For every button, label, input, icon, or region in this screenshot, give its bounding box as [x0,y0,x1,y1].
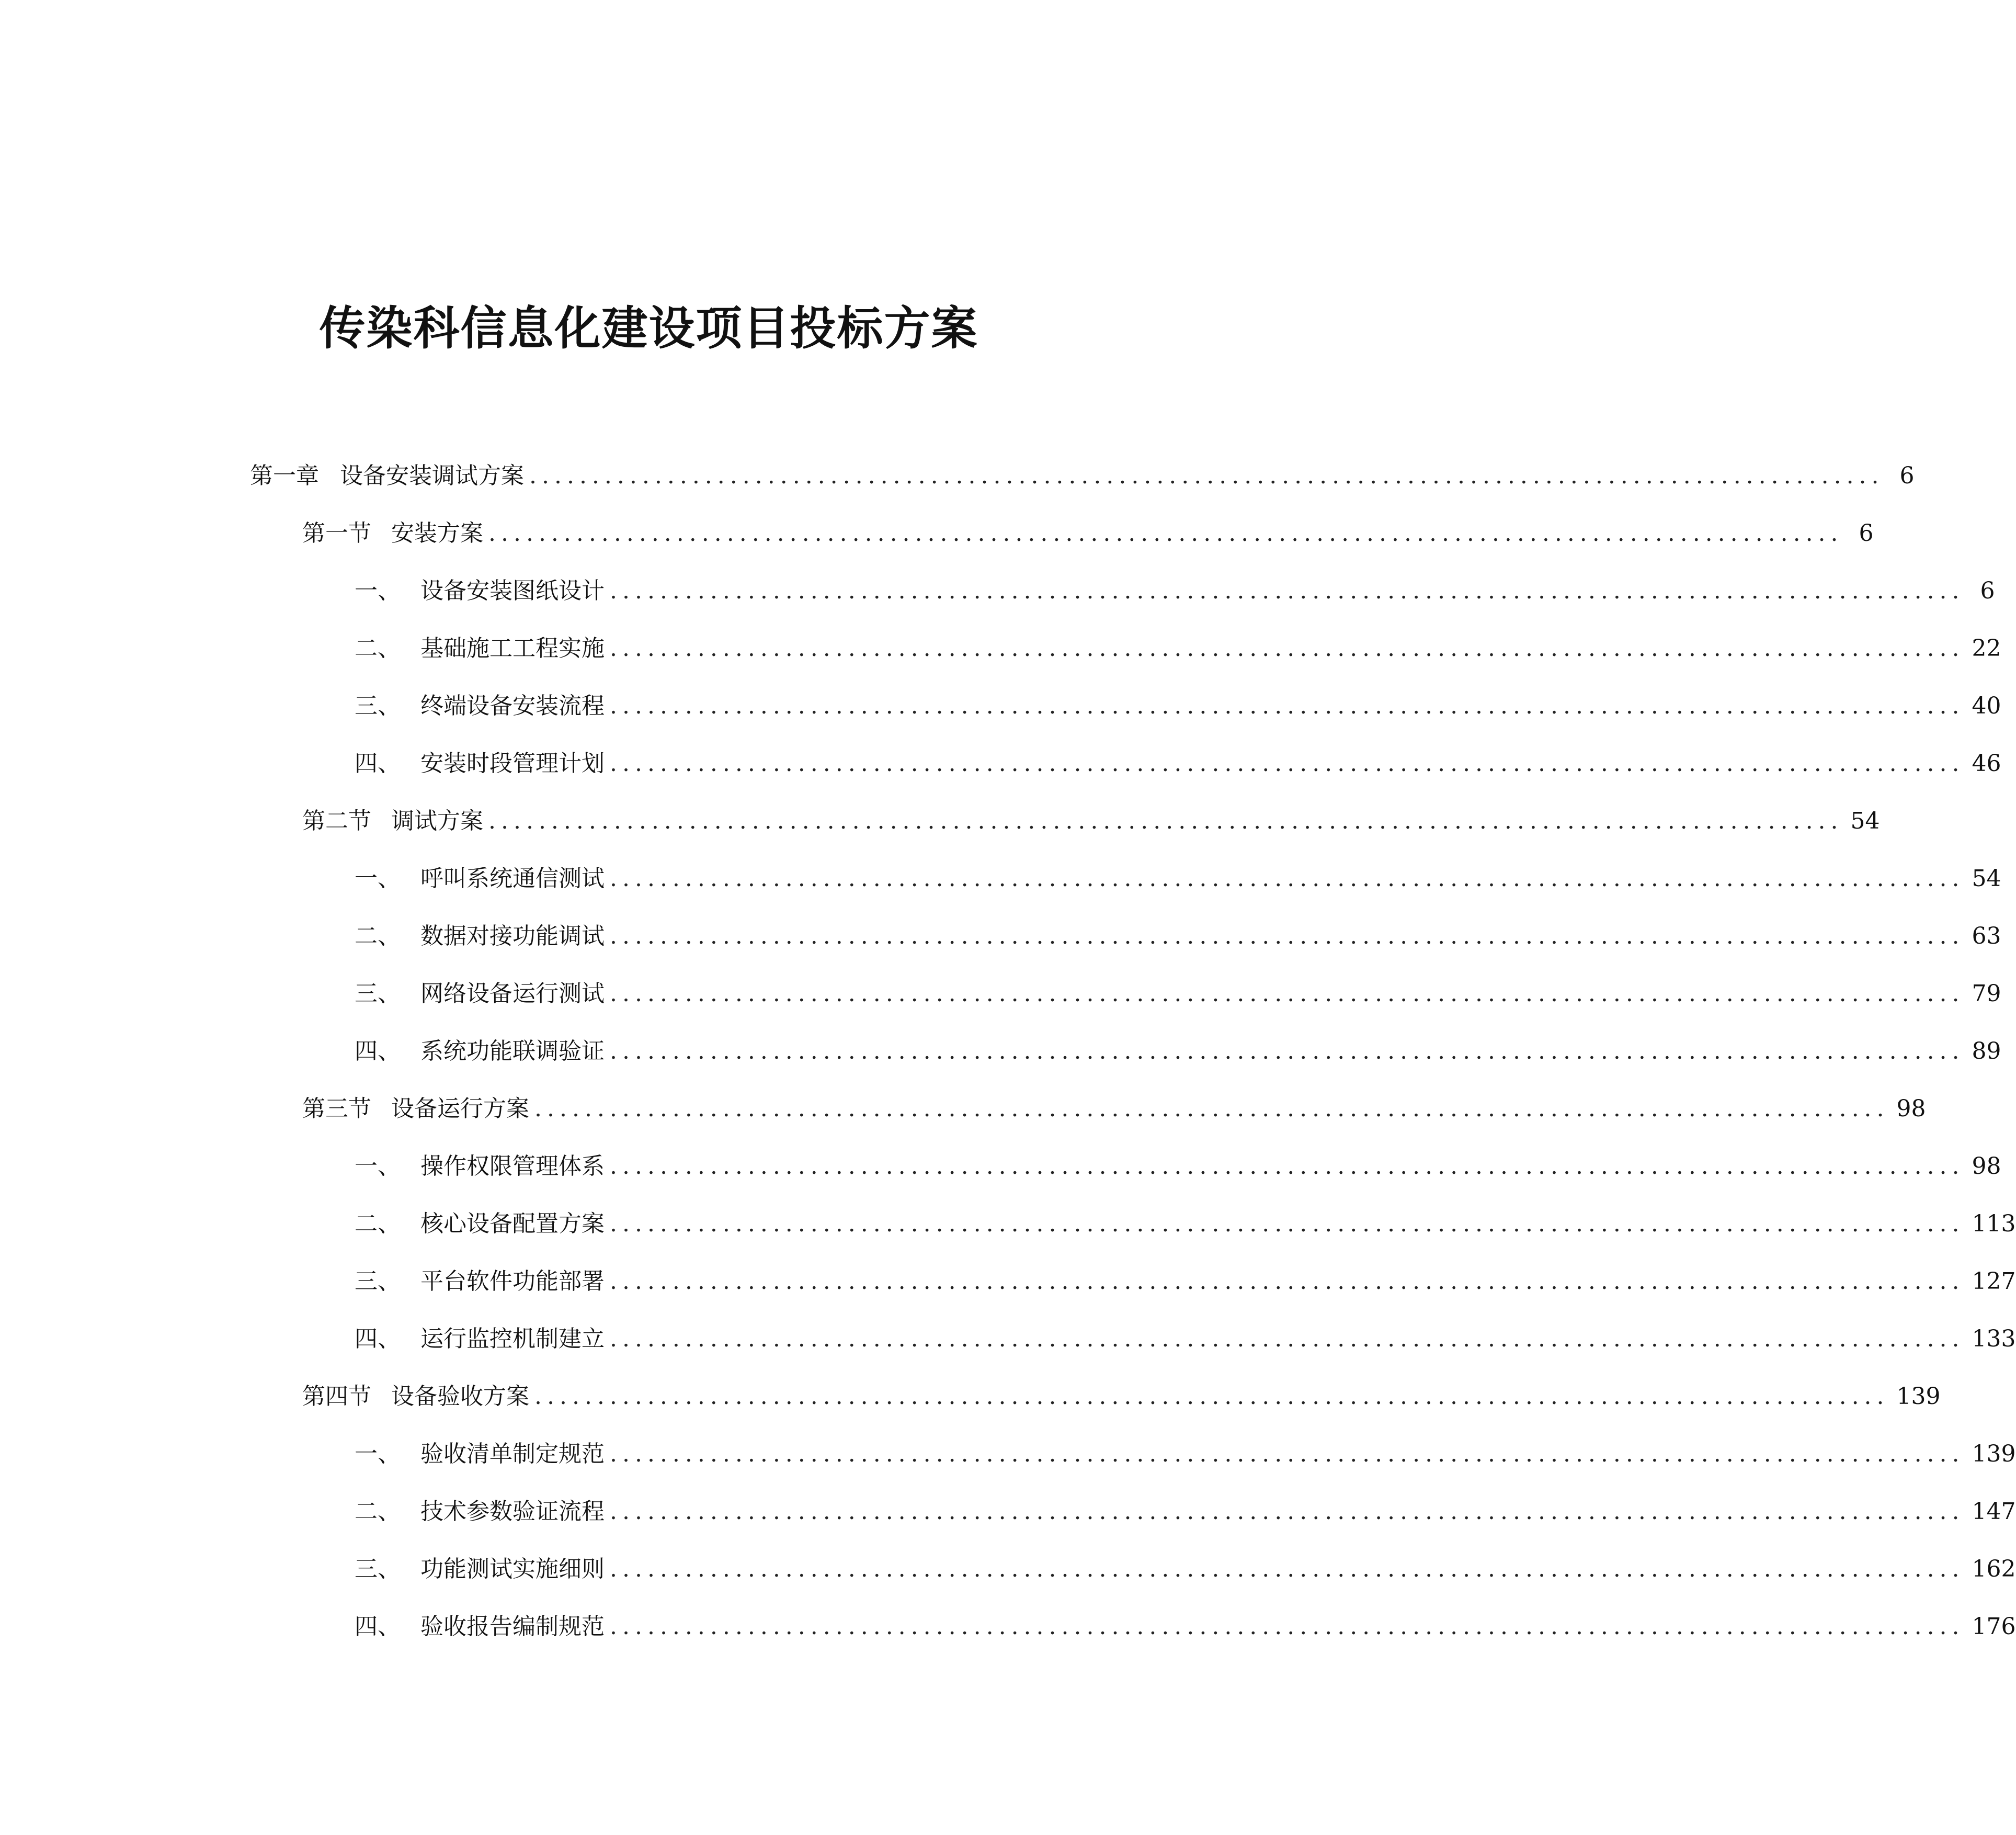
toc-item[interactable] [355,743,2001,785]
toc-label: 终端设备安装流程 [420,693,605,719]
toc-item[interactable] [355,1146,2001,1187]
toc-leader-dots: ............................................................................................................ [610,1268,1965,1295]
toc-label: 安装方案 [391,520,483,547]
toc-page-number: 79 [1972,980,2001,1007]
toc-leader-dots: ............................................................................................................ [488,808,1843,834]
toc-leader-dots: ............................................................................................................ [610,1210,1965,1237]
toc-leader-dots: ............................................................................................................ [534,1383,1889,1410]
toc-label: 运行监控机制建立 [420,1326,605,1352]
toc-number: 三、 [355,1268,401,1295]
toc-page-number: 162 [1972,1556,2016,1582]
toc-number: 三、 [355,980,401,1007]
toc-page-number: 98 [1972,1153,2001,1180]
toc-page-number: 22 [1972,635,2001,662]
toc-page-number: 6 [1899,462,1915,489]
toc-item[interactable] [355,973,2001,1015]
toc-item[interactable] [355,915,2001,957]
toc-chapter-1[interactable] [250,455,1915,497]
toc-item[interactable] [355,1606,2016,1648]
toc-label: 核心设备配置方案 [420,1210,605,1237]
toc-page-number: 139 [1972,1441,2016,1467]
toc-number: 四、 [355,1326,401,1352]
toc-label: 系统功能联调验证 [420,1038,605,1064]
document-title: 传染科信息化建设项目投标方案 [319,300,978,355]
toc-item[interactable] [355,1433,2016,1475]
toc-label: 基础施工工程实施 [420,635,605,662]
toc-number: 第一章 [250,462,319,489]
toc-leader-dots: ............................................................................................................ [610,1153,1965,1180]
toc-section-1[interactable] [302,513,1874,554]
toc-leader-dots: ............................................................................................................ [534,1095,1889,1122]
toc-number: 二、 [355,1498,401,1525]
toc-label: 安装时段管理计划 [420,750,605,777]
toc-label: 设备验收方案 [391,1383,529,1410]
toc-number: 二、 [355,923,401,949]
toc-leader-dots: ............................................................................................................ [610,1556,1965,1582]
toc-leader-dots: ............................................................................................................ [529,462,1884,489]
toc-number: 第一节 [302,520,371,547]
toc-number: 一、 [355,577,401,604]
toc-number: 三、 [355,693,401,719]
toc-label: 操作权限管理体系 [420,1153,605,1180]
toc-page-number: 176 [1972,1613,2016,1640]
toc-section-4[interactable] [302,1376,1941,1418]
toc-number: 三、 [355,1556,401,1582]
toc-page-number: 6 [1980,577,1995,604]
toc-number: 二、 [355,1210,401,1237]
toc-leader-dots: ............................................................................................................ [610,750,1965,777]
toc-label: 功能测试实施细则 [420,1556,605,1582]
toc-leader-dots: ............................................................................................................ [610,1326,1965,1352]
toc-item[interactable] [355,1030,2001,1072]
toc-page-number: 147 [1972,1498,2016,1525]
toc-number: 二、 [355,635,401,662]
toc-section-2[interactable] [302,800,1880,842]
toc-number: 四、 [355,750,401,777]
toc-number: 第二节 [302,808,371,834]
toc-label: 验收清单制定规范 [420,1441,605,1467]
toc-label: 设备运行方案 [391,1095,529,1122]
toc-number: 一、 [355,865,401,892]
toc-item[interactable] [355,858,2001,900]
toc-page-number: 139 [1896,1383,1941,1410]
toc-label: 呼叫系统通信测试 [420,865,605,892]
toc-number: 一、 [355,1153,401,1180]
toc-page-number: 46 [1972,750,2001,777]
toc-item[interactable] [355,628,2001,670]
toc-page-number: 89 [1972,1038,2001,1064]
toc-page-number: 127 [1972,1268,2016,1295]
toc-leader-dots: ............................................................................................................ [488,520,1843,547]
toc-number: 第三节 [302,1095,371,1122]
toc-leader-dots: ............................................................................................................ [610,923,1965,949]
toc-label: 平台软件功能部署 [420,1268,605,1295]
toc-number: 第四节 [302,1383,371,1410]
toc-leader-dots: ............................................................................................................ [610,1498,1965,1525]
toc-page-number: 98 [1896,1095,1926,1122]
toc-section-3[interactable] [302,1088,1926,1130]
toc-label: 设备安装图纸设计 [420,577,605,604]
toc-leader-dots: ............................................................................................................ [610,635,1965,662]
toc-label: 调试方案 [391,808,483,834]
toc-label: 数据对接功能调试 [420,923,605,949]
toc-leader-dots: ............................................................................................................ [610,980,1965,1007]
toc-number: 四、 [355,1613,401,1640]
toc-leader-dots: ............................................................................................................ [610,865,1965,892]
toc-page-number: 54 [1850,808,1880,834]
toc-item[interactable] [355,570,1995,612]
toc-page-number: 113 [1972,1210,2016,1237]
toc-item[interactable] [355,1318,2016,1360]
toc-item[interactable] [355,1203,2016,1245]
toc-leader-dots: ............................................................................................................ [610,693,1965,719]
toc-number: 一、 [355,1441,401,1467]
toc-page-number: 63 [1972,923,2001,949]
toc-label: 设备安装调试方案 [340,462,524,489]
toc-number: 四、 [355,1038,401,1064]
toc-page-number: 6 [1859,520,1874,547]
toc-item[interactable] [355,1491,2016,1533]
toc-label: 技术参数验证流程 [420,1498,605,1525]
toc-label: 验收报告编制规范 [420,1613,605,1640]
toc-item[interactable] [355,685,2001,727]
toc-page-number: 133 [1972,1326,2016,1352]
toc-leader-dots: ............................................................................................................ [610,1613,1965,1640]
toc-page-number: 40 [1972,693,2001,719]
toc-leader-dots: ............................................................................................................ [610,1038,1965,1064]
toc-item[interactable] [355,1548,2016,1590]
toc-leader-dots: ............................................................................................................ [610,1441,1965,1467]
toc-page-number: 54 [1972,865,2001,892]
toc-label: 网络设备运行测试 [420,980,605,1007]
toc-item[interactable] [355,1261,2016,1302]
toc-leader-dots: ............................................................................................................ [610,577,1965,604]
